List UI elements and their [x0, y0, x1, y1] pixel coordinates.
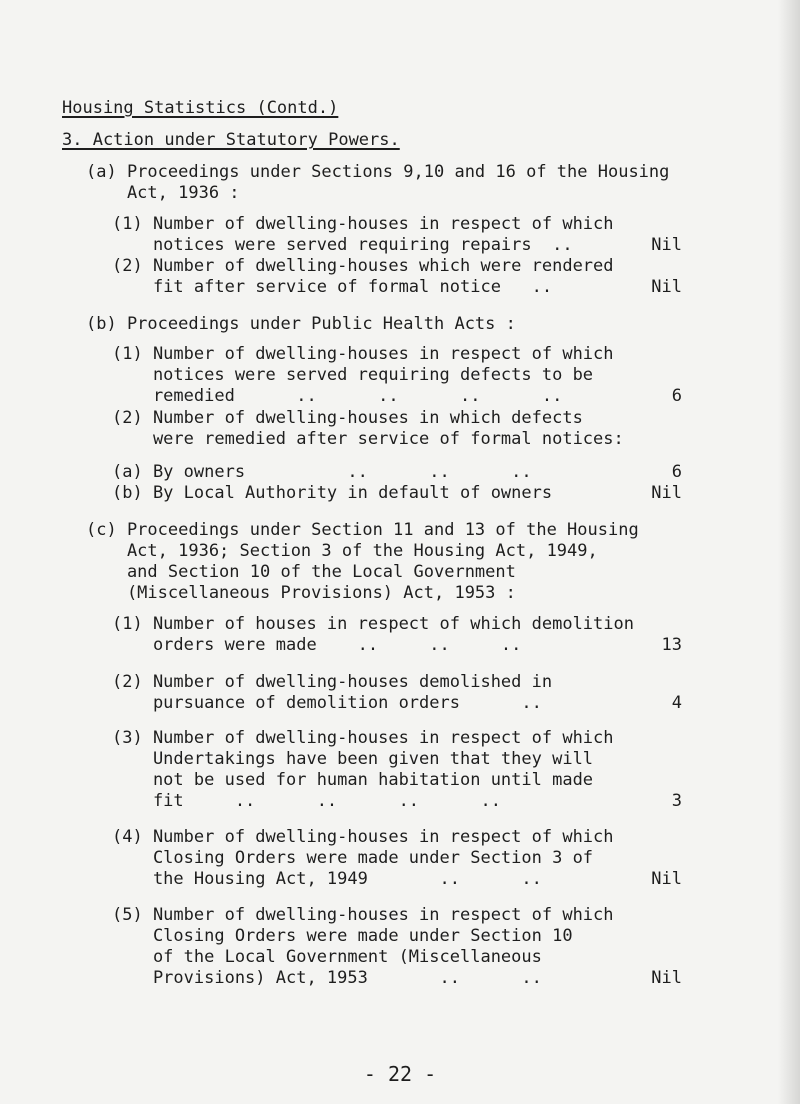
c-item-4-line-2: Closing Orders were made under Section 3 of [112, 848, 594, 868]
c-item-5-value: Nil [651, 968, 682, 988]
c-item-1-line-1: (1) Number of houses in respect of which demolition [112, 614, 634, 634]
b-item-1-value: 6 [671, 386, 682, 406]
section-c-heading-line-4: (Miscellaneous Provisions) Act, 1953 : [86, 583, 516, 603]
b-sub-a: (a) By owners .. .. .. [112, 462, 532, 482]
section-c-heading-line-2: Act, 1936; Section 3 of the Housing Act, 1949, [86, 541, 598, 561]
c-item-1-value: 13 [661, 635, 682, 655]
a-item-2-line-1: (2) Number of dwelling-houses which were rendered [112, 256, 614, 276]
a-item-1-line-1: (1) Number of dwelling-houses in respect of which [112, 214, 614, 234]
section-c-heading-line-1: (c) Proceedings under Section 11 and 13 of the Housing [86, 520, 639, 540]
c-item-2-value: 4 [671, 693, 682, 713]
a-item-2-value: Nil [651, 277, 682, 297]
b-item-1-line-3: remedied .. .. .. .. [112, 386, 563, 406]
c-item-5-line-3: of the Local Government (Miscellaneous [112, 947, 542, 967]
c-item-2-line-1: (2) Number of dwelling-houses demolished in [112, 672, 553, 692]
page-header: Housing Statistics (Contd.) [62, 98, 339, 118]
b-sub-b: (b) By Local Authority in default of owners [112, 483, 553, 503]
c-item-4-value: Nil [651, 869, 682, 889]
b-item-2-line-2: were remedied after service of formal notices: [112, 429, 624, 449]
b-sub-a-value: 6 [671, 462, 682, 482]
section-c-heading-line-3: and Section 10 of the Local Government [86, 562, 516, 582]
a-item-1-value: Nil [651, 235, 682, 255]
a-item-2-line-2: fit after service of formal notice .. [112, 277, 553, 297]
b-item-2-line-1: (2) Number of dwelling-houses in which defects [112, 408, 583, 428]
c-item-3-line-1: (3) Number of dwelling-houses in respect of which [112, 728, 614, 748]
c-item-2-line-2: pursuance of demolition orders .. [112, 693, 542, 713]
page-edge-shadow [778, 0, 800, 1104]
c-item-3-line-3: not be used for human habitation until made [112, 770, 594, 790]
c-item-1-line-2: orders were made .. .. .. [112, 635, 522, 655]
c-item-3-value: 3 [671, 791, 682, 811]
section-a-heading-line-1: (a) Proceedings under Sections 9,10 and 16 of the Housing [86, 162, 670, 182]
c-item-4-line-1: (4) Number of dwelling-houses in respect of which [112, 827, 614, 847]
section-title [62, 130, 400, 151]
section-title-text: 3. Action under Statutory Powers. [62, 130, 400, 150]
b-item-1-line-1: (1) Number of dwelling-houses in respect of which [112, 344, 614, 364]
section-b-heading: (b) Proceedings under Public Health Acts : [86, 314, 516, 334]
a-item-1-line-2: notices were served requiring repairs .. [112, 235, 573, 255]
c-item-3-line-2: Undertakings have been given that they will [112, 749, 594, 769]
b-sub-b-value: Nil [651, 483, 682, 503]
c-item-5-line-2: Closing Orders were made under Section 10 [112, 926, 573, 946]
section-a-heading-line-2: Act, 1936 : [86, 183, 240, 203]
c-item-5-line-4: Provisions) Act, 1953 .. .. [112, 968, 542, 988]
c-item-5-line-1: (5) Number of dwelling-houses in respect of which [112, 905, 614, 925]
c-item-4-line-3: the Housing Act, 1949 .. .. [112, 869, 542, 889]
b-item-1-line-2: notices were served requiring defects to be [112, 365, 594, 385]
c-item-3-line-4: fit .. .. .. .. [112, 791, 501, 811]
page-number: - 22 - [363, 1062, 437, 1086]
